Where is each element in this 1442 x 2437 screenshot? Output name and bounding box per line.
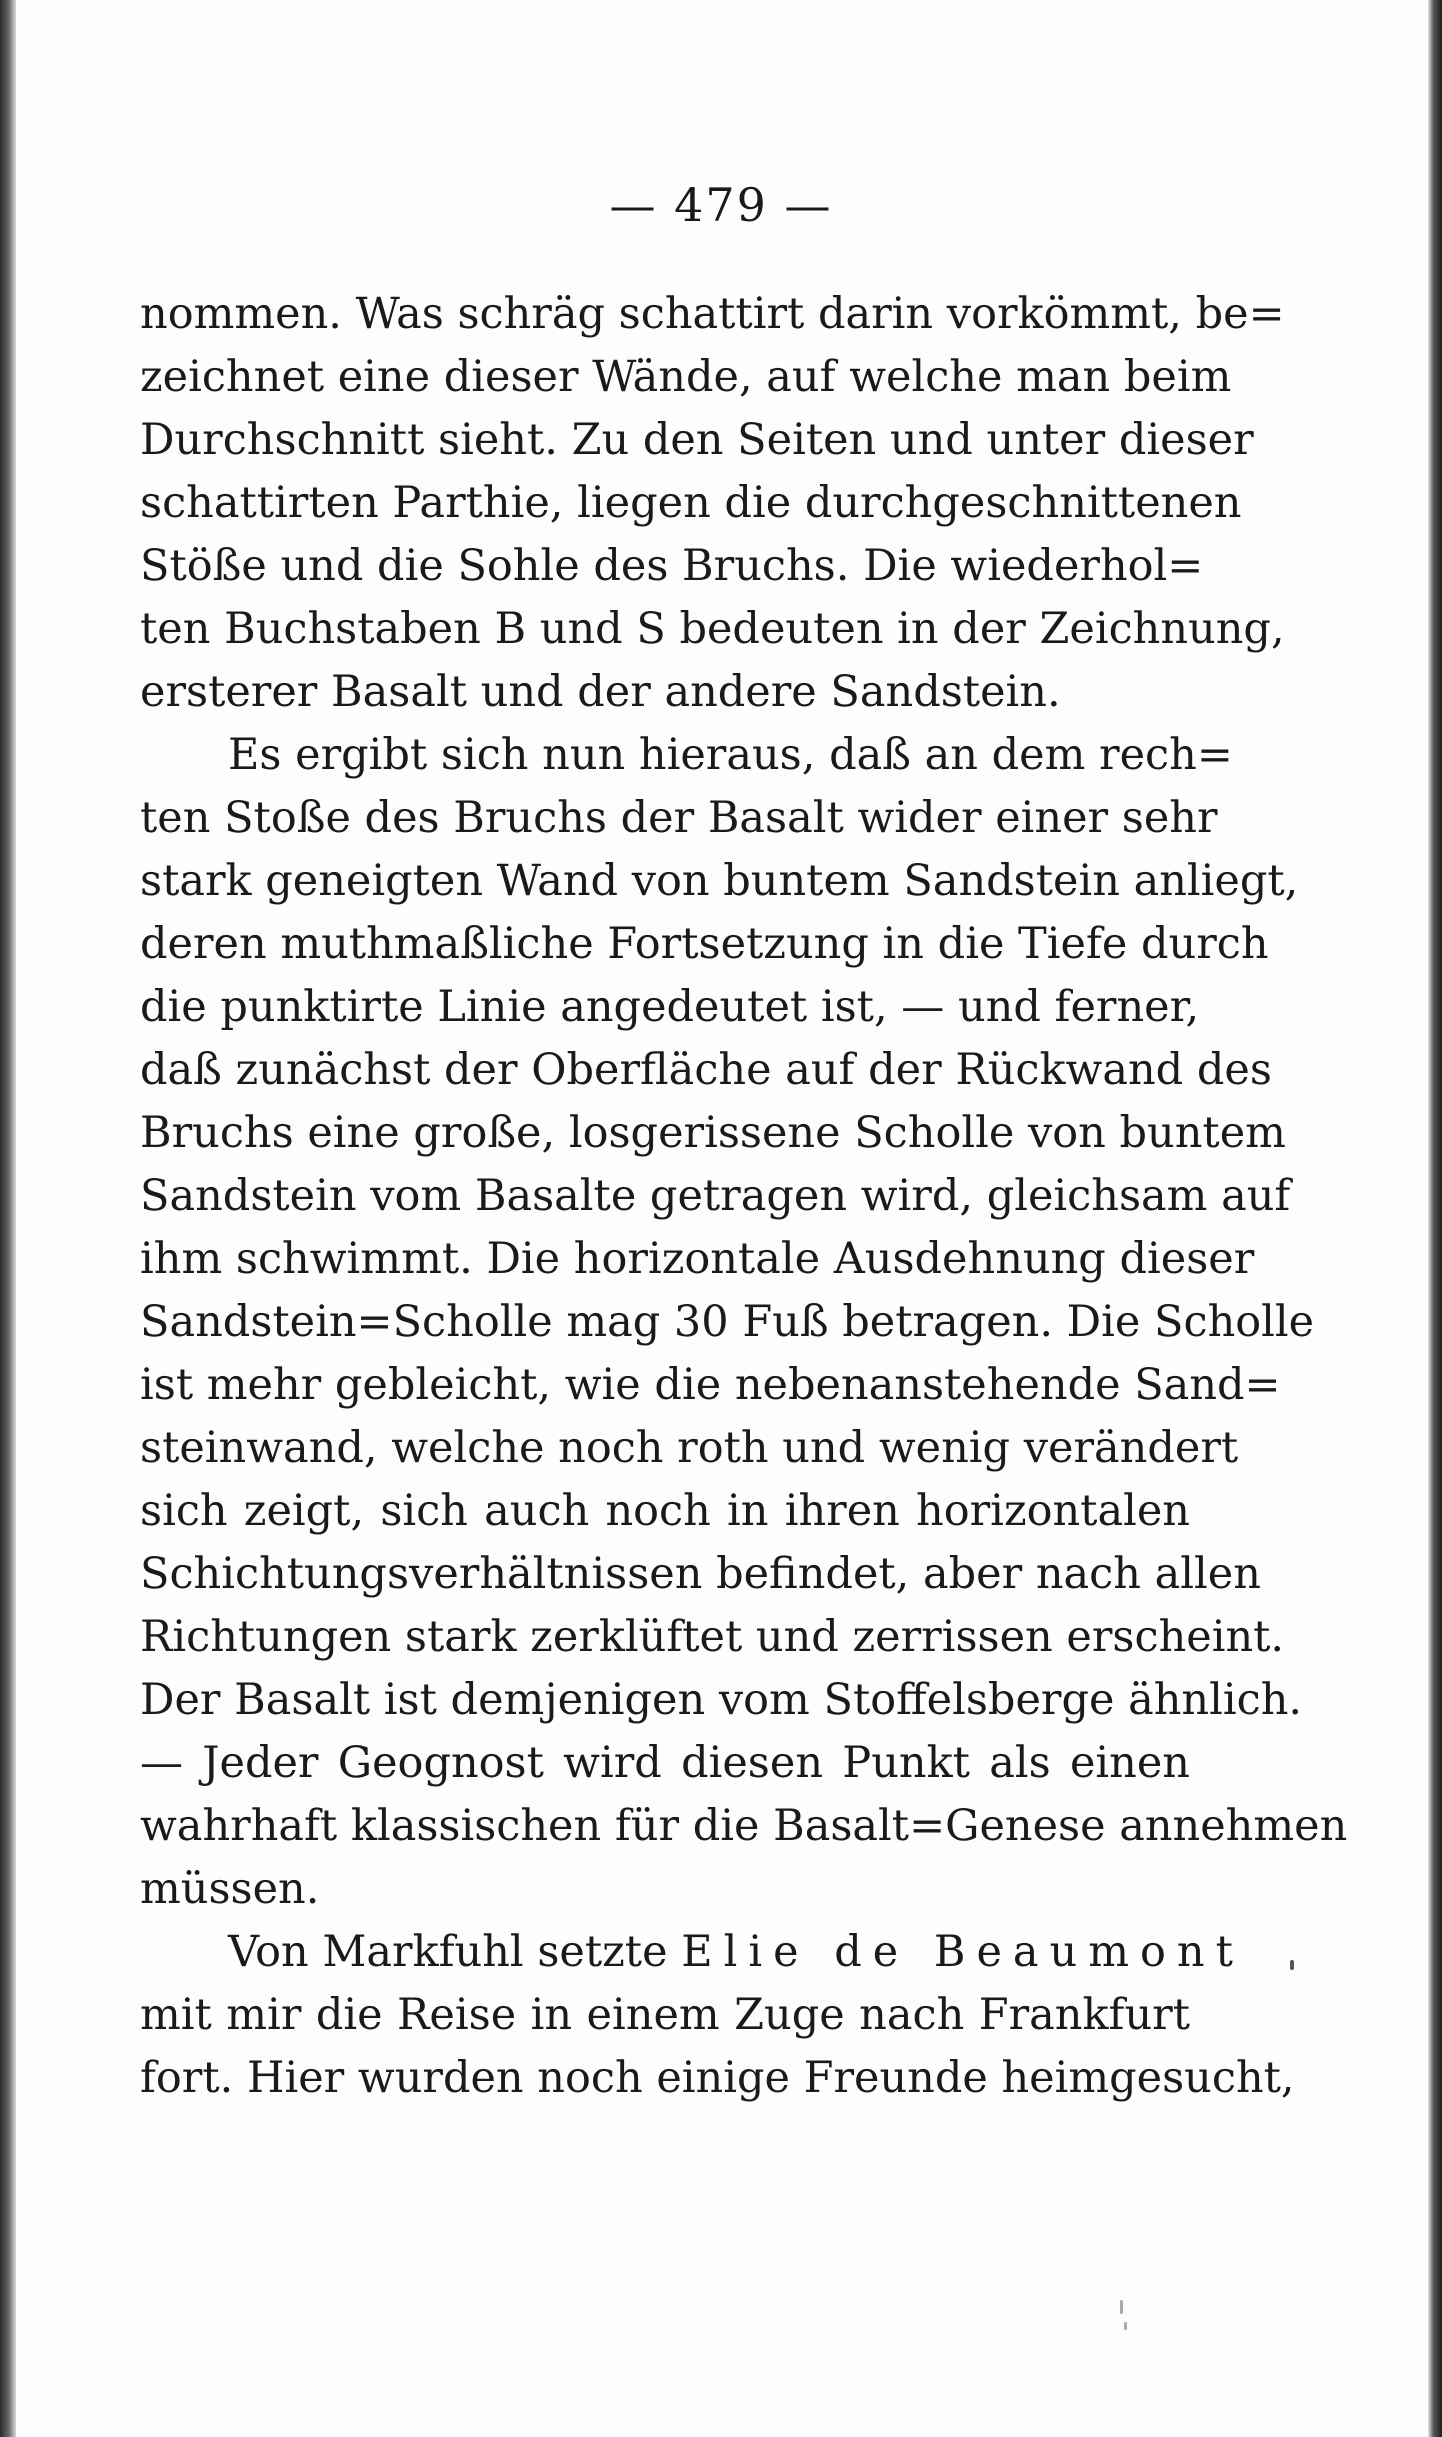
text-line (140, 1921, 1244, 1984)
text-line: stark geneigten Wand von buntem Sandstein anliegt, (140, 856, 1299, 906)
person-name-spaced: Elie de Beaumont (681, 1927, 1244, 1977)
text-line: nommen. Was schräg schattirt darin vorkömmt, be= (140, 289, 1285, 339)
text-line: steinwand, welche noch roth und wenig verändert (140, 1423, 1239, 1473)
body-text (140, 283, 1348, 2110)
text-line: ten Stoße des Bruchs der Basalt wider einer sehr (140, 793, 1218, 843)
text-line: die punktirte Linie angedeutet ist, — und ferner, (140, 982, 1200, 1032)
text-line: deren muthmaßliche Fortsetzung in die Tiefe durch (140, 919, 1269, 969)
text-line: Es ergibt sich nun hieraus, daß an dem rech= (228, 730, 1233, 780)
page-right-edge (1428, 0, 1442, 2437)
text-line: wahrhaft klassischen für die Basalt=Genese annehmen (140, 1801, 1348, 1851)
text-line: Stöße und die Sohle des Bruchs. Die wiederhol= (140, 541, 1204, 591)
scan-speck (1120, 2300, 1123, 2314)
page-left-edge (0, 0, 16, 2437)
text-line: Durchschnitt sieht. Zu den Seiten und unter dieser (140, 415, 1254, 465)
text-line: Der Basalt ist demjenigen vom Stoffelsberge ähnlich. (140, 1675, 1303, 1725)
text-line: Sandstein=Scholle mag 30 Fuß betragen. Die Scholle (140, 1297, 1315, 1347)
text-line-start: Von Markfuhl setzte (228, 1927, 668, 1977)
text-line: ersterer Basalt und der andere Sandstein. (140, 667, 1061, 717)
text-line: ten Buchstaben B und S bedeuten in der Zeichnung, (140, 604, 1285, 654)
text-line: fort. Hier wurden noch einige Freunde heimgesucht, (140, 2053, 1295, 2103)
text-line: Richtungen stark zerklüftet und zerrissen erscheint. (140, 1612, 1285, 1662)
text-line: — Jeder Geognost wird diesen Punkt als einen (140, 1738, 1190, 1788)
text-line: daß zunächst der Oberfläche auf der Rückwand des (140, 1045, 1272, 1095)
page-number: — 479 — (609, 178, 833, 232)
text-line: Bruchs eine große, losgerissene Scholle von buntem (140, 1108, 1286, 1158)
text-line: mit mir die Reise in einem Zuge nach Frankfurt (140, 1990, 1190, 2040)
text-line: ist mehr gebleicht, wie die nebenanstehende Sand= (140, 1360, 1281, 1410)
text-line: Schichtungsverhältnissen befindet, aber nach allen (140, 1549, 1261, 1599)
text-line: ihm schwimmt. Die horizontale Ausdehnung dieser (140, 1234, 1255, 1284)
text-line: schattirten Parthie, liegen die durchgeschnittenen (140, 478, 1242, 528)
text-line: sich zeigt, sich auch noch in ihren horizontalen (140, 1486, 1190, 1536)
scan-speck (1290, 1960, 1294, 1970)
text-line: zeichnet eine dieser Wände, auf welche man beim (140, 352, 1232, 402)
text-line: Sandstein vom Basalte getragen wird, gleichsam auf (140, 1171, 1291, 1221)
scan-speck (1124, 2322, 1127, 2330)
text-line: müssen. (140, 1864, 320, 1914)
